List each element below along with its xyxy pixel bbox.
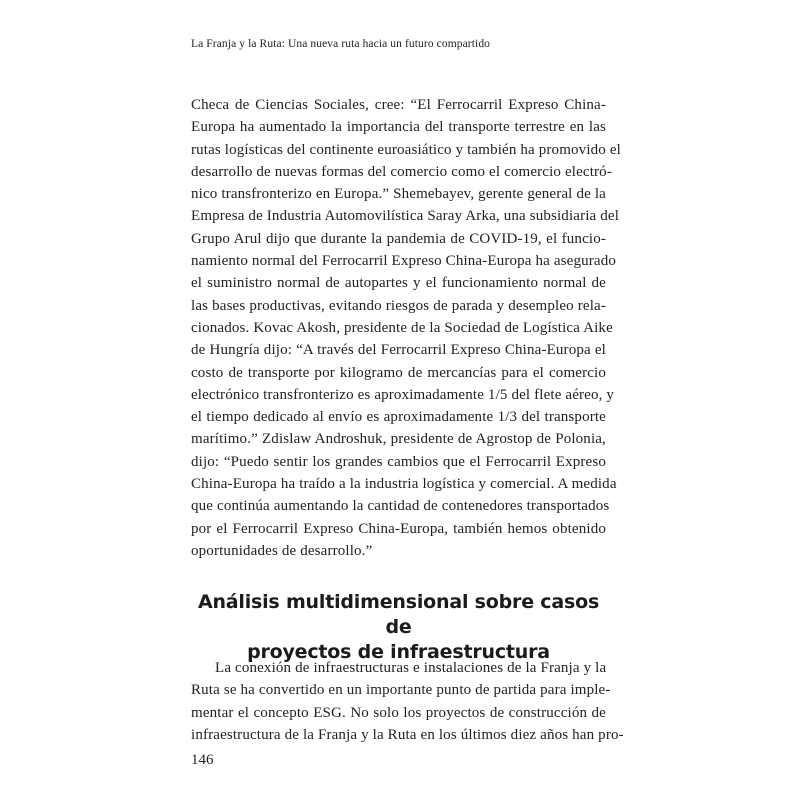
- running-header: La Franja y la Ruta: Una nueva ruta hacia un futuro compartido: [191, 38, 491, 50]
- text-line: mentar el concepto ESG. No solo los proyectos de construcción de: [191, 704, 606, 721]
- text-line: namiento normal del Ferrocarril Expreso China-Europa ha asegurado: [191, 253, 617, 270]
- text-line: oportunidades de desarrollo.”: [191, 542, 373, 559]
- text-line: dijo: “Puedo sentir los grandes cambios que el Ferrocarril Expreso: [191, 453, 606, 470]
- text-line: costo de transporte por kilogramo de mercancías para el comercio: [191, 364, 606, 381]
- text-line: que continúa aumentando la cantidad de contenedores transportados: [191, 498, 610, 515]
- text-line: electrónico transfronterizo es aproximadamente 1/5 del flete aéreo, y: [191, 386, 615, 403]
- text-line: el suministro normal de autopartes y el funcionamiento normal de: [191, 275, 606, 292]
- text-line: las bases productivas, evitando riesgos de parada y desempleo rela-: [191, 297, 606, 314]
- text-line: cionados. Kovac Akosh, presidente de la Sociedad de Logística Aike: [191, 319, 613, 336]
- text-line: Ruta se ha convertido en un importante punto de partida para imple-: [191, 682, 611, 699]
- section-heading-line-1: Análisis multidimensional sobre casos de: [197, 591, 600, 638]
- text-line: el tiempo dedicado al envío es aproximadamente 1/3 del transporte: [191, 409, 606, 426]
- text-line: Europa ha aumentado la importancia del transporte terrestre en las: [191, 119, 606, 136]
- text-line: marítimo.” Zdislaw Androshuk, presidente de Agrostop de Polonia,: [191, 431, 606, 448]
- section-heading-line-2: proyectos de infraestructura: [247, 641, 550, 663]
- text-line: China-Europa ha traído a la industria logística y comercial. A medida: [191, 476, 617, 493]
- text-line: Checa de Ciencias Sociales, cree: “El Ferrocarril Expreso China-: [191, 97, 606, 113]
- text-line: nico transfronterizo en Europa.” Shemebayev, gerente general de la: [191, 186, 606, 203]
- text-line: Empresa de Industria Automovilística Saray Arka, una subsidiaria del: [191, 208, 620, 225]
- text-line: desarrollo de nuevas formas del comercio como el comercio electró-: [191, 163, 612, 180]
- text-line: por el Ferrocarril Expreso China-Europa, también hemos obtenido: [191, 520, 606, 537]
- text-line: de Hungría dijo: “A través del Ferrocarril Expreso China-Europa el: [191, 342, 606, 359]
- text-line: infraestructura de la Franja y la Ruta en los últimos diez años han pro-: [191, 726, 624, 743]
- text-line: rutas logísticas del continente euroasiático y también ha promovido el: [191, 141, 621, 158]
- text-line: Grupo Arul dijo que durante la pandemia de COVID-19, el funcio-: [191, 230, 606, 247]
- section-heading: [191, 590, 606, 665]
- body-paragraph-1: [191, 94, 621, 562]
- text-line: La conexión de infraestructuras e instalaciones de la Franja y la: [215, 660, 607, 676]
- body-paragraph-2: [191, 657, 624, 746]
- page-number: 146: [191, 752, 214, 768]
